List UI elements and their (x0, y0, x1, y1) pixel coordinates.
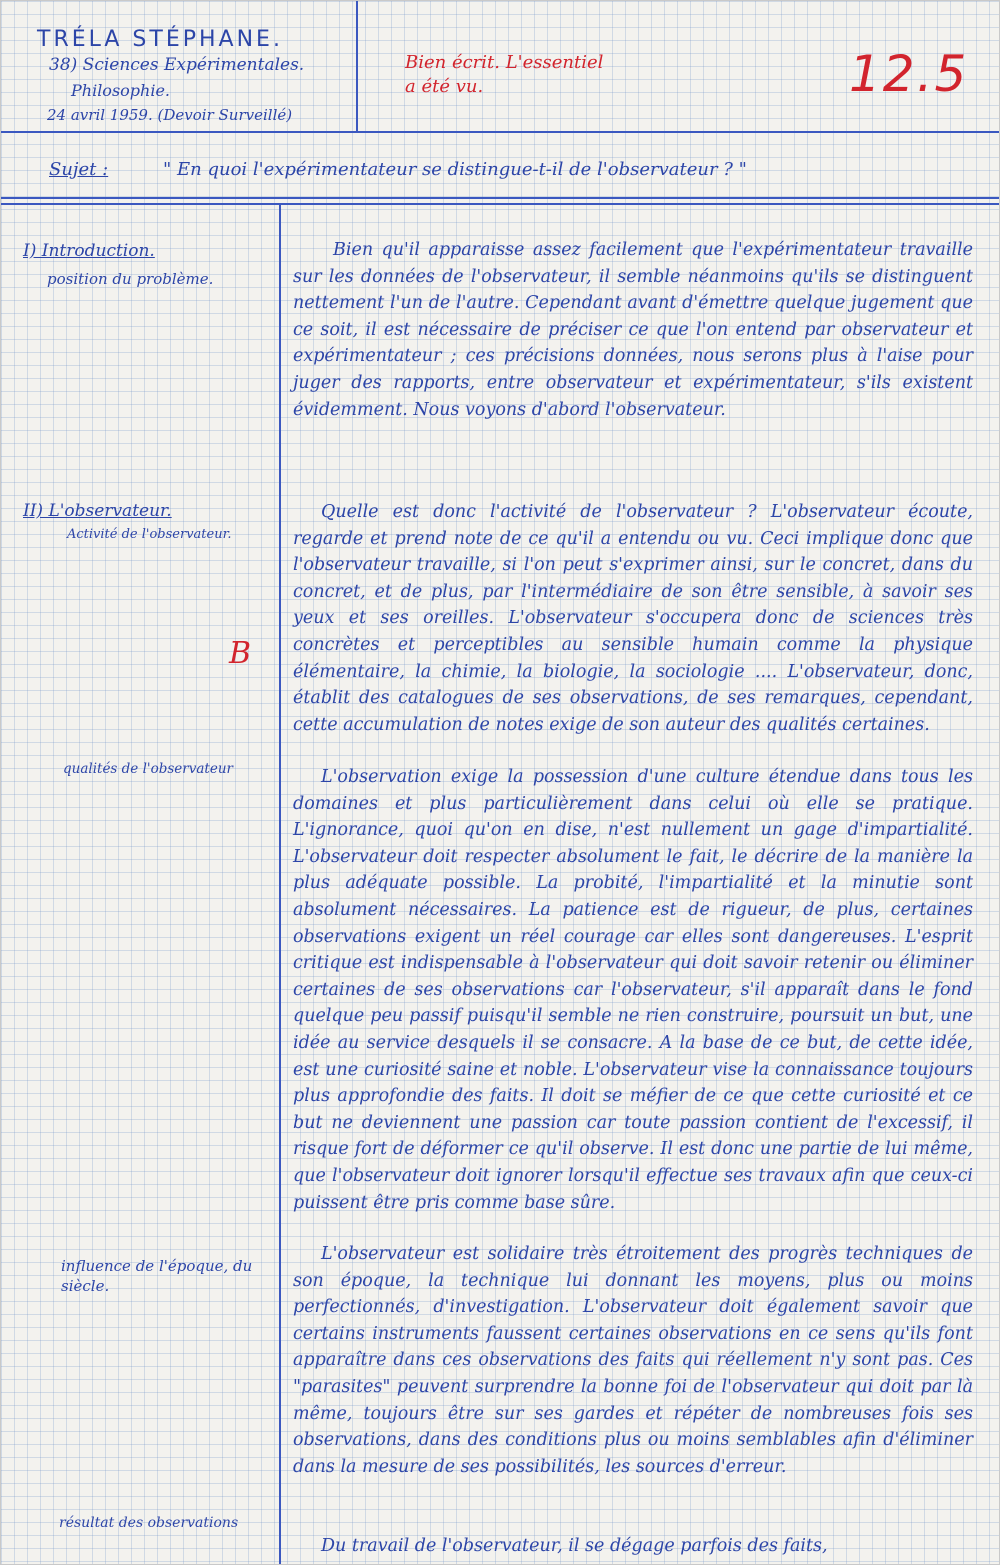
subject-name: Philosophie. (71, 81, 170, 100)
header-divider-vertical (356, 1, 358, 131)
paragraph-travail: Du travail de l'observateur, il se dégage parfois des faits, (321, 1536, 828, 1556)
grade: 12.5 (849, 45, 969, 103)
teacher-comment: Bien écrit. L'essentiel a été vu. (405, 52, 604, 97)
section-subtitle-position: position du problème. (47, 270, 214, 288)
header-divider (1, 131, 1000, 133)
paragraph-technique: L'observateur est solidaire très étroitement des progrès techniques de son époque, la technique lui donnant les moyens, plus ou moins perfectionnés, d'investigation. L'observateur doit également savoir que certains instruments faussent certaines observations en ce sens qu'ils font apparaître dans ces observations des faits qui réellement n'y sont pas. Ces "parasites" peuvent surprendre la bonne foi de l'observateur qui doit par là même, toujours être sur ses gardes et répéter de nombreuses fois ses observations, dans des conditions plus ou moins semblables afin d'éliminer dans la mesure de ses possibilités, les sources d'erreur. (293, 1244, 973, 1477)
class-info: 38) Sciences Expérimentales. (49, 55, 305, 75)
subject-divider-bottom (1, 203, 1000, 205)
paragraph-introduction: Bien qu'il apparaisse assez facilement que l'expérimentateur travaille sur les données de l'observateur, il semble néanmoins qu'ils se distinguent nettement l'un de l'autre. Cependant avant d'émettre quelque jugement que ce soit, il est nécessaire de préciser ce que l'on entend par observateur et expérimentateur ; ces précisions données, nous serons plus à l'aise pour juger des rapports, entre observateur et expérimentateur, s'ils existent évidemment. Nous voyons d'abord l'observateur. (293, 240, 973, 420)
sujet-text: " En quoi l'expérimentateur se distingue-t-il de l'observateur ? " (163, 159, 747, 180)
margin-note-qualites: qualités de l'observateur (63, 761, 233, 777)
student-name: TRÉLA STÉPHANE. (37, 27, 283, 52)
paragraph-qualites: L'observation exige la possession d'une culture étendue dans tous les domaines et plus particulièrement dans celui où elle se pratique. L'ignorance, quoi qu'on en dise, n'est nullement un gage d'impartialité. L'observateur doit respecter absolument le fait, le décrire de la manière la plus adéquate possible. La probité, l'impartialité et la minutie sont absolument nécessaires. La patience est de rigueur, de plus, certaines observations exigent un réel courage car elles sont dangereuses. L'esprit critique est indispensable à l'observateur qui doit savoir retenir ou éliminer certaines de ses observations car l'observateur, s'il apparaît dans le fond quelque peu passif puisqu'il semble ne rien construire, poursuit un but, une idée au service desquels il se consacre. A la base de ce but, de cette idée, est une curiosité saine et noble. L'observateur vise la connaissance toujours plus approfondie des faits. Il doit se méfier de ce que cette curiosité et ce but ne deviennent une passion car toute passion contient de l'excessif, il risque fort de déformer ce qu'il observe. Il est donc une partie de lui même, que l'observateur doit ignorer lorsqu'il effectue ses travaux afin que ceux-ci puissent être pris comme base sûre. (293, 767, 973, 1213)
section-title-observateur: II) L'observateur. (23, 501, 172, 521)
margin-note-resultat: résultat des observations (59, 1515, 239, 1531)
section-title-introduction: I) Introduction. (23, 241, 155, 261)
margin-note-activite: Activité de l'observateur. (67, 527, 232, 542)
exam-date: 24 avril 1959. (Devoir Surveillé) (47, 106, 293, 124)
margin-mark-b: B (229, 636, 252, 671)
subject-divider-top (1, 197, 1000, 199)
sujet-label: Sujet : (49, 159, 109, 180)
margin-note-influence: influence de l'époque, du siècle. (61, 1257, 253, 1295)
paragraph-activite: Quelle est donc l'activité de l'observateur ? L'observateur écoute, regarde et prend note de ce qu'il a entendu ou vu. Ceci implique donc que l'observateur travaille, si l'on peut s'exprimer ainsi, sur le concret, dans du concret, et de plus, par l'intermédiaire de son être sensible, à savoir ses yeux et ses oreilles. L'observateur s'occupera donc de sciences très concrètes et perceptibles au sensible humain comme la physique élémentaire, la chimie, la biologie, la sociologie .... L'observateur, donc, établit des catalogues de ses observations, de ses remarques, cependant, cette accumulation de notes exige de son auteur des qualités certaines. (293, 502, 973, 735)
margin-column-line (279, 203, 281, 1565)
